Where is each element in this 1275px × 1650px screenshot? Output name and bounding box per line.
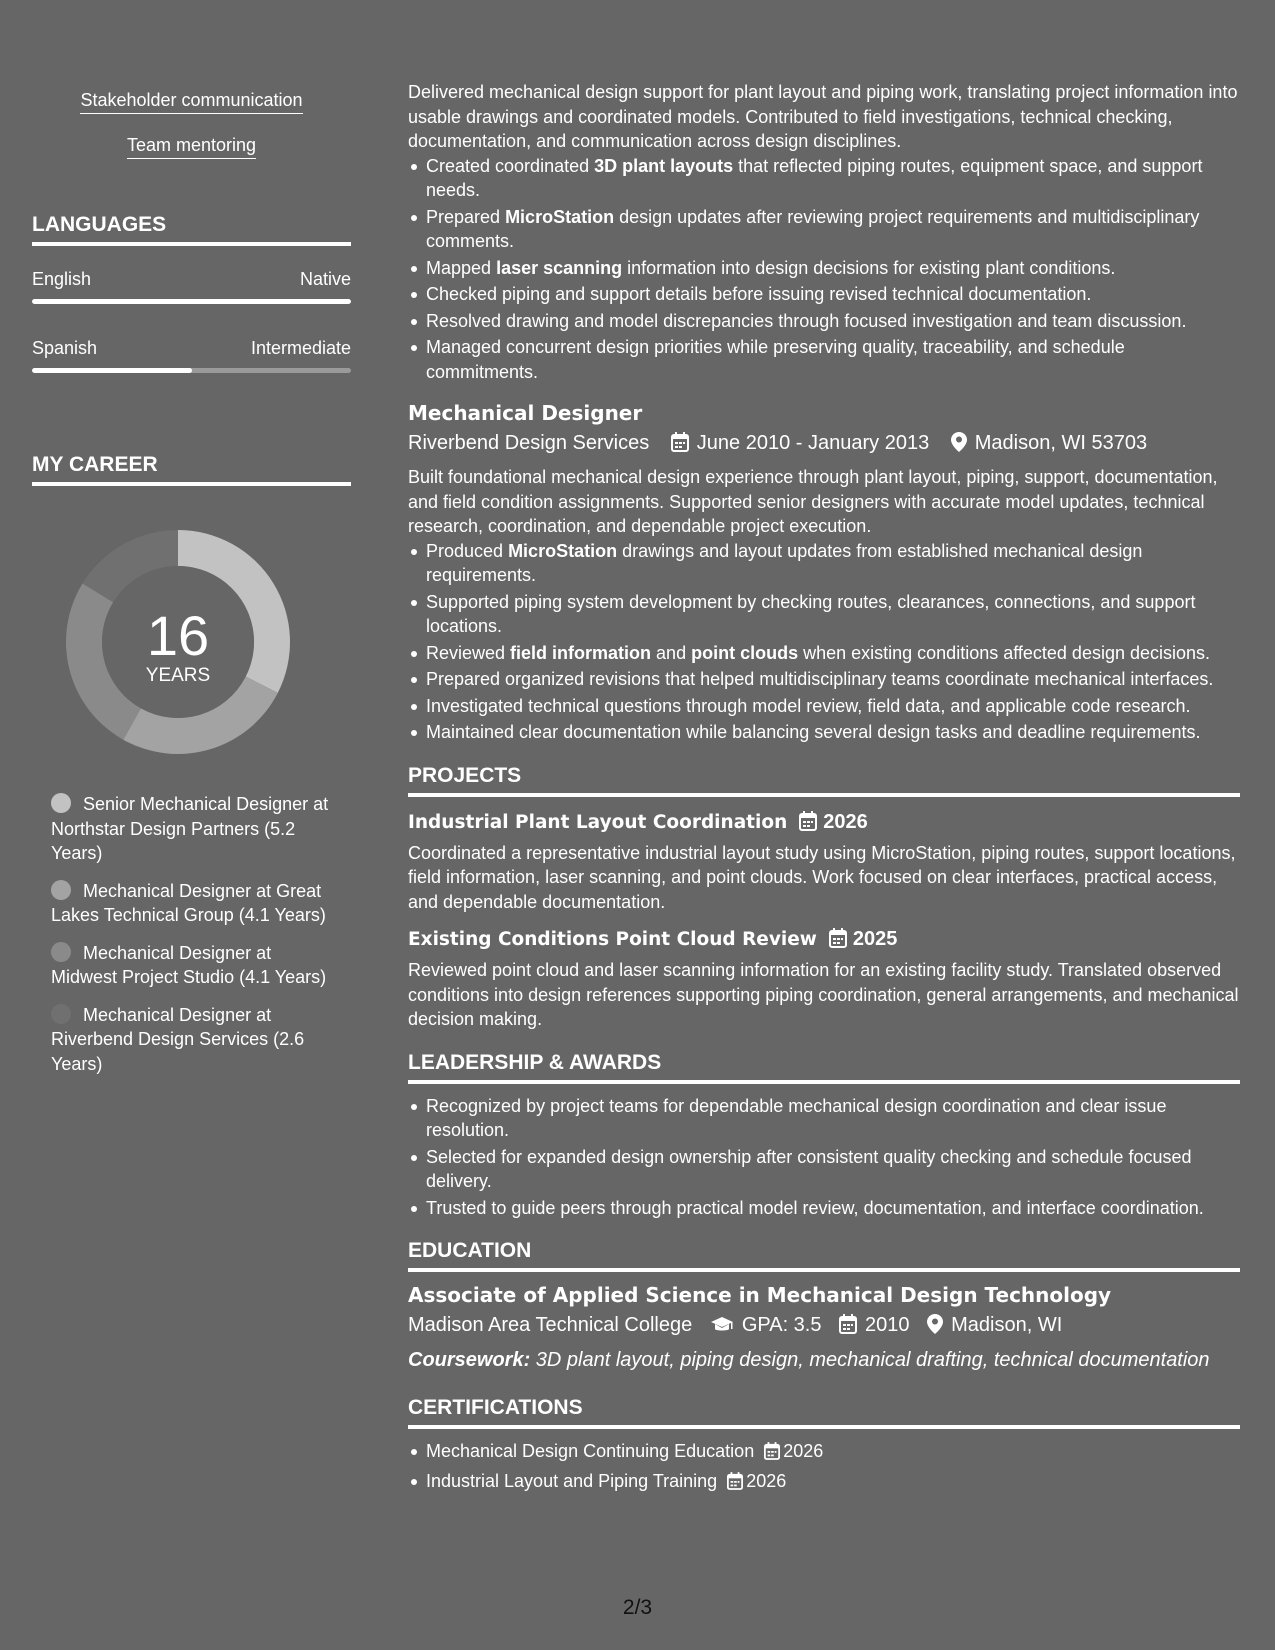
project-item <box>408 926 1240 1032</box>
language-row <box>32 337 351 359</box>
legend-dot <box>51 1004 71 1024</box>
project-description: Coordinated a representative industrial layout study using MicroStation, piping routes, support locations, field information, laser scanning, and point clouds. Work focused on clear interfaces, practical access, and dependable documentation. <box>408 842 1236 912</box>
awards-heading: LEADERSHIP & AWARDS <box>408 1050 1240 1084</box>
certification-item <box>426 1469 1240 1497</box>
calendar-icon <box>727 1472 743 1497</box>
project-item <box>408 809 1240 915</box>
calendar-icon <box>799 811 817 839</box>
legend-dot <box>51 942 71 962</box>
calendar-icon <box>764 1442 780 1467</box>
language-level: Native <box>299 269 351 289</box>
awards-list <box>408 1094 1240 1221</box>
job-location: Madison, WI 53703 <box>974 432 1148 454</box>
bullet-item: Produced MicroStation drawings and layout updates from established mechanical design requirements. <box>426 539 1240 588</box>
certification-name: Mechanical Design Continuing Education <box>426 1441 755 1461</box>
education-location: Madison, WI <box>951 1314 1063 1336</box>
job-bullets <box>408 539 1240 745</box>
job-dates: June 2010 - January 2013 <box>696 432 930 454</box>
skill-tag: Team mentoring <box>32 134 351 156</box>
certification-name: Industrial Layout and Piping Training <box>426 1470 718 1491</box>
education-meta <box>408 1312 1240 1341</box>
career-total-unit: YEARS <box>145 665 211 686</box>
languages-heading: LANGUAGES <box>32 212 351 246</box>
language-name: Spanish <box>32 338 98 358</box>
legend-dot <box>51 880 71 900</box>
job-summary: Built foundational mechanical design experience through plant layout, piping, support, documentation, and field condition assignments. Supported senior designers with accurate model updates, technical research, coordination, and dependable project execution. <box>408 467 1218 536</box>
certifications-heading: CERTIFICATIONS <box>408 1395 1240 1429</box>
bullet-item: Managed concurrent design priorities while preserving quality, traceability, and schedule commitments. <box>426 335 1240 384</box>
gpa: GPA: 3.5 <box>741 1314 822 1336</box>
certification-year: 2026 <box>746 1470 787 1491</box>
project-title-row <box>408 926 1240 956</box>
bullet-item: Reviewed field information and point clouds when existing conditions affected design decisions. <box>426 641 1240 666</box>
coursework <box>408 1347 1240 1373</box>
coursework-label: Coursework: <box>408 1349 531 1371</box>
language-level: Intermediate <box>250 338 351 358</box>
bullet-item: Prepared MicroStation design updates after reviewing project requirements and multidisciplinary comments. <box>426 205 1240 254</box>
language-bar-fill <box>32 368 192 373</box>
career-legend-item: Senior Mechanical Designer at Northstar Design Partners (5.2 Years) <box>51 794 329 863</box>
project-description: Reviewed point cloud and laser scanning information for an existing facility study. Translated observed conditions into design references supporting piping coordination, general arrangements, and mechanical decision making. <box>408 960 1239 1029</box>
bullet-item: Checked piping and support details before issuing revised technical documentation. <box>426 282 1240 307</box>
career-legend-item: Mechanical Designer at Riverbend Design Services (2.6 Years) <box>51 1004 305 1074</box>
award-item: Recognized by project teams for dependable mechanical design coordination and clear issue resolution. <box>426 1094 1240 1143</box>
project-title-row <box>408 809 1240 839</box>
projects-heading: PROJECTS <box>408 763 1240 797</box>
award-item: Trusted to guide peers through practical model review, documentation, and interface coordination. <box>426 1196 1240 1221</box>
job-bullets <box>408 154 1240 385</box>
location-pin-icon <box>951 432 967 459</box>
page-number: 2/3 <box>622 1596 653 1619</box>
job-title: Mechanical Designer <box>408 401 643 425</box>
location-pin-icon <box>927 1314 943 1341</box>
project-name: Existing Conditions Point Cloud Review <box>408 929 817 950</box>
job-meta <box>408 430 1240 459</box>
calendar-icon <box>839 1314 857 1341</box>
project-name: Industrial Plant Layout Coordination <box>408 811 788 833</box>
certifications-list <box>408 1439 1240 1496</box>
language-name: English <box>32 269 92 289</box>
school-name: Madison Area Technical College <box>408 1314 693 1336</box>
coursework-text: 3D plant layout, piping design, mechanical drafting, technical documentation <box>530 1349 1210 1371</box>
calendar-icon <box>671 432 689 459</box>
bullet-item: Prepared organized revisions that helped multidisciplinary teams coordinate mechanical interfaces. <box>426 667 1240 692</box>
graduation-year: 2010 <box>865 1314 910 1336</box>
legend-dot <box>51 793 71 813</box>
bullet-item: Supported piping system development by checking routes, clearances, connections, and support locations. <box>426 590 1240 639</box>
language-bar <box>32 299 351 304</box>
career-total-years: 16 <box>146 604 210 667</box>
career-legend-item: Mechanical Designer at Midwest Project Studio (4.1 Years) <box>51 942 327 987</box>
skill-tag: Stakeholder communication <box>32 89 351 111</box>
bullet-item: Resolved drawing and model discrepancies through focused investigation and team discussion. <box>426 309 1240 334</box>
calendar-icon <box>829 928 847 956</box>
language-bar-fill <box>32 299 351 304</box>
degree-title: Associate of Applied Science in Mechanical Design Technology <box>408 1283 1112 1307</box>
project-year: 2025 <box>852 928 898 950</box>
career-legend-item: Mechanical Designer at Great Lakes Technical Group (4.1 Years) <box>51 880 326 925</box>
language-row <box>32 268 351 290</box>
certification-item <box>426 1439 1240 1467</box>
bullet-item: Maintained clear documentation while balancing several design tasks and deadline requirements. <box>426 720 1240 745</box>
bullet-item: Investigated technical questions through model review, field data, and applicable code research. <box>426 694 1240 719</box>
career-heading: MY CAREER <box>32 452 351 486</box>
project-year: 2026 <box>823 810 868 833</box>
certification-year: 2026 <box>783 1441 824 1461</box>
job-summary: Delivered mechanical design support for plant layout and piping work, translating project information into usable drawings and coordinated models. Contributed to field investigations, technical checking, documentation, and communication across design disciplines. <box>408 82 1238 151</box>
education-heading: EDUCATION <box>408 1238 1240 1272</box>
career-legend <box>51 792 341 1089</box>
right-column <box>408 80 1240 1498</box>
language-bar <box>32 368 351 373</box>
bullet-item: Created coordinated 3D plant layouts that reflected piping routes, equipment space, and support needs. <box>426 154 1240 203</box>
graduation-cap-icon <box>710 1315 734 1341</box>
company-name: Riverbend Design Services <box>408 432 650 454</box>
award-item: Selected for expanded design ownership after consistent quality checking and schedule focused delivery. <box>426 1145 1240 1194</box>
bullet-item: Mapped laser scanning information into design decisions for existing plant conditions. <box>426 256 1240 281</box>
